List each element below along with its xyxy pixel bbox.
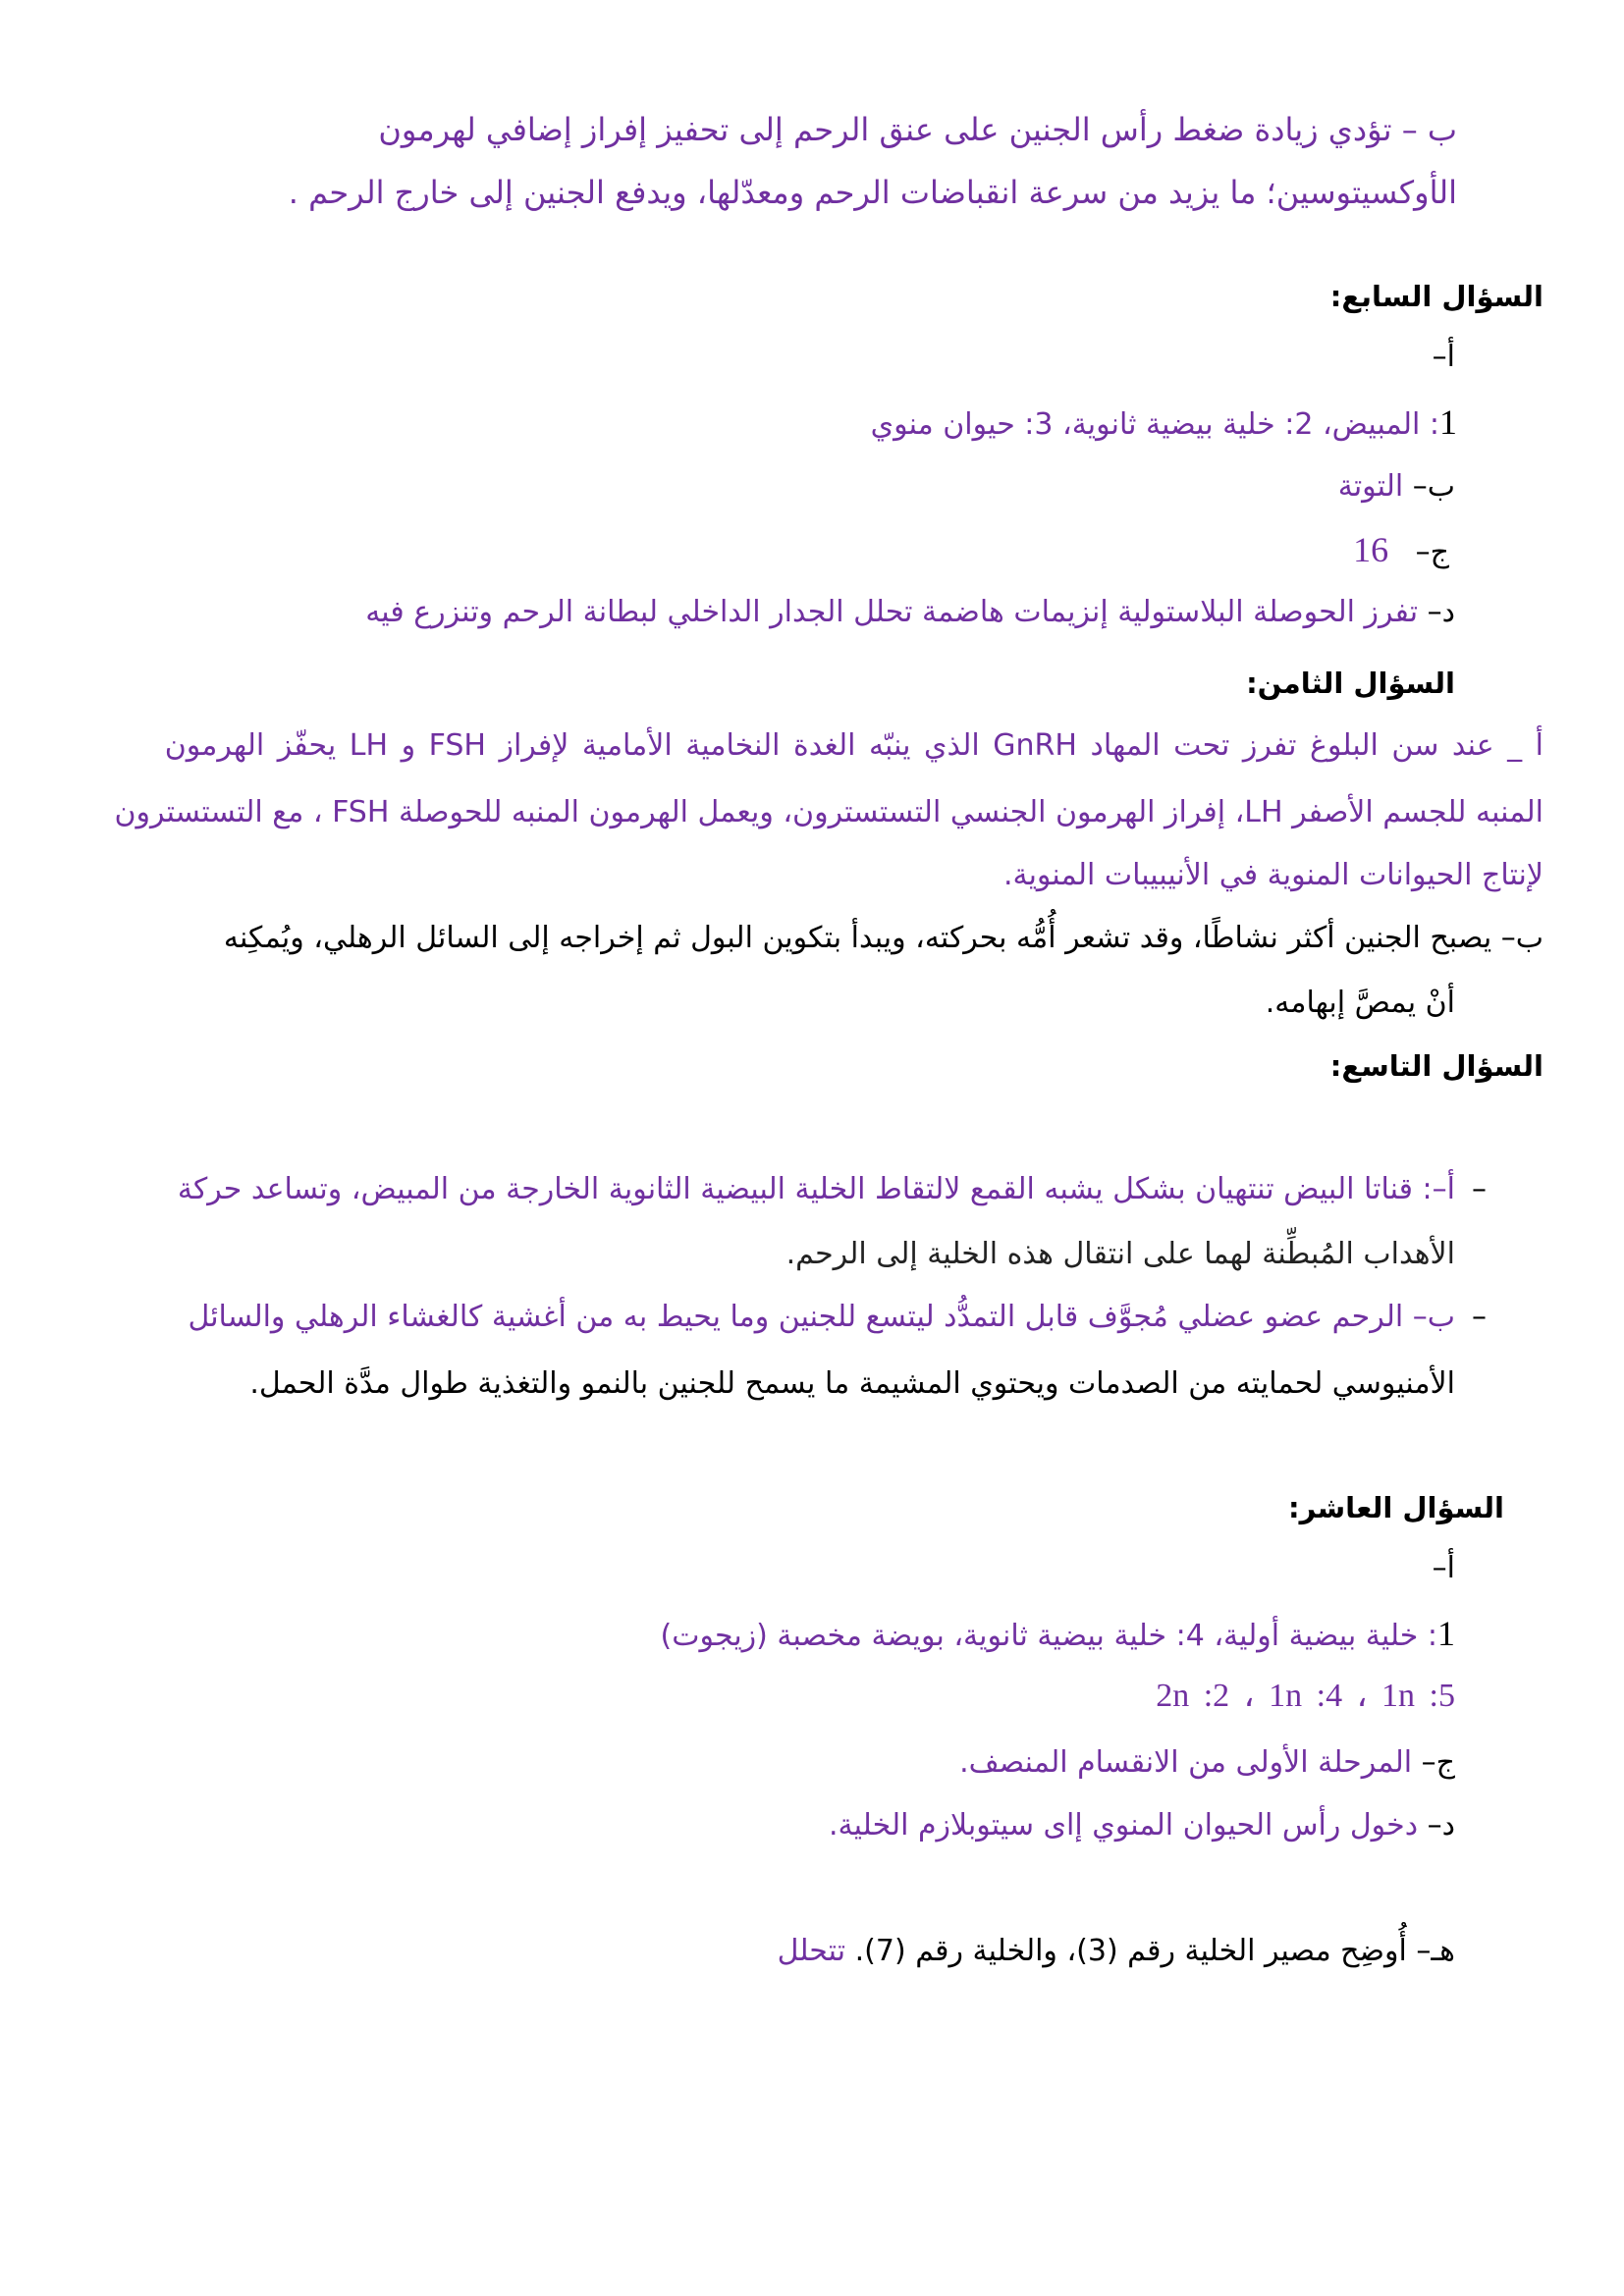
q10-a-num: 1: [1437, 1614, 1455, 1653]
q9-a-bullet: –: [1472, 1172, 1487, 1206]
q7-c-answer: 16: [1353, 530, 1389, 569]
q8-heading: السؤال الثامن:: [1246, 667, 1455, 700]
q10-d: [829, 1806, 1455, 1845]
q6-b-line1: ب – تؤدي زيادة ضغط رأس الجنين على عنق الرحم إلى تحفيز إفراز إضافي لهرمون: [378, 111, 1457, 148]
q9-b-line1: ب– الرحم عضو عضلي مُجوَّف قابل التمدُّد ليتسع للجنين وما يحيط به من أغشية كالغشاء الرهلي والسائل: [188, 1300, 1455, 1334]
q8-a-line3: لإنتاج الحيوانات المنوية في الأنيبيبات المنوية.: [1002, 858, 1543, 892]
q9-b-bullet: –: [1472, 1300, 1487, 1334]
q9-a-line2: الأهداب المُبطِّنة لهما على انتقال هذه الخلية إلى الرحم.: [785, 1237, 1455, 1271]
q7-a-answer: [871, 402, 1457, 445]
q10-d-label: د–: [1427, 1808, 1455, 1842]
q10-b-answer: 2n :2 ، 1n :4 ، 1n :5: [1156, 1678, 1455, 1714]
q9-b-line2: الأمنيوسي لحمايته من الصدمات ويحتوي المشيمة ما يسمح للجنين بالنمو والتغذية طوال مدَّة الحمل.: [249, 1366, 1455, 1401]
q7-c-label: ج–: [1415, 535, 1449, 569]
q7-b: [1338, 467, 1455, 507]
q10-e-label: هـ– أُوضِح مصير الخلية رقم (3)، والخلية رقم (7).: [854, 1934, 1455, 1968]
q8-a-line2: المنبه للجسم الأصفر LH، إفراز الهرمون الجنسي التستسترون، ويعمل الهرمون المنبه للحوصلة FSH ، مع التستسترون: [114, 795, 1543, 829]
q10-e-answer: تتحلل: [777, 1934, 846, 1968]
q7-a-text: : المبيض، 2: خلية بيضية ثانوية، 3: حيوان منوي: [870, 407, 1439, 442]
q7-b-answer: التوتة: [1337, 469, 1404, 504]
q7-a-num: 1: [1439, 402, 1457, 442]
q10-c-answer: المرحلة الأولى من الانقسام المنصف.: [959, 1745, 1413, 1780]
q10-e: [778, 1932, 1455, 1971]
q10-a-text: : خلية بيضية أولية، 4: خلية بيضية ثانوية، بويضة مخصبة (زيجوت): [660, 1619, 1437, 1653]
q10-c: [959, 1743, 1455, 1783]
q10-c-label: ج–: [1421, 1745, 1455, 1780]
q7-c: [1353, 530, 1449, 572]
q10-a-label: أ–: [1432, 1551, 1455, 1585]
q7-heading: السؤال السابع:: [1329, 280, 1543, 313]
q9-heading: السؤال التاسع:: [1329, 1049, 1543, 1083]
q7-d-answer: تفرز الحوصلة البلاستولية إنزيمات هاضمة تحلل الجدار الداخلي لبطانة الرحم وتنزرع فيه: [365, 595, 1419, 629]
q7-d-label: د–: [1427, 595, 1455, 629]
q7-b-label: ب–: [1412, 469, 1455, 504]
q8-a-line1: أ _ عند سن البلوغ تفرز تحت المهاد GnRH الذي ينبّه الغدة النخامية الأمامية لإفراز FSH و LH يحفّز الهرمون: [164, 728, 1543, 763]
q7-d: [365, 593, 1455, 632]
q10-heading: السؤال العاشر:: [1288, 1491, 1504, 1524]
q7-a-label: أ–: [1432, 340, 1455, 374]
q8-b-line2: أنْ يمصَّ إبهامه.: [1265, 986, 1455, 1020]
q8-b-line1: ب– يصبح الجنين أكثر نشاطًا، وقد تشعر أُمُّه بحركته، ويبدأ بتكوين البول ثم إخراجه إلى السائل الرهلي، ويُمكِنه: [223, 921, 1543, 955]
q10-a-answer: [661, 1614, 1455, 1656]
q6-b-line2: الأوكسيتوسين؛ ما يزيد من سرعة انقباضات الرحم ومعدّلها، ويدفع الجنين إلى خارج الرحم .: [288, 174, 1457, 211]
q10-d-answer: دخول رأس الحيوان المنوي إاى سيتوبلازم الخلية.: [828, 1808, 1419, 1842]
q9-a-line1: أ–: قناتا البيض تنتهيان بشكل يشبه القمع لالتقاط الخلية البيضية الثانوية الخارجة من المبيض، وتساعد حركة: [177, 1172, 1455, 1206]
